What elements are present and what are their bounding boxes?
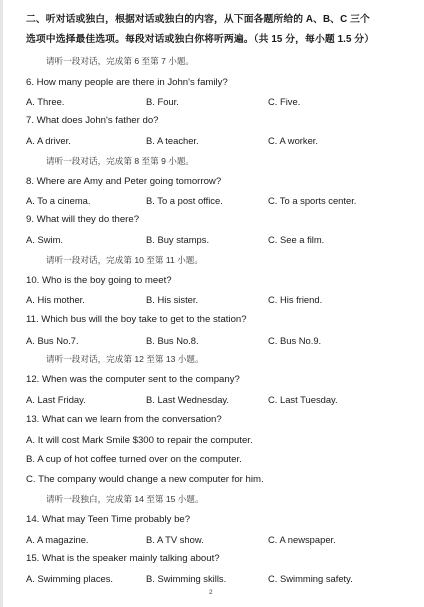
question-7: 7. What does John's father do? [26, 115, 159, 126]
option-8-a[interactable]: A. To a cinema. [26, 195, 91, 206]
options-6 [0, 96, 424, 109]
option-13-b[interactable]: B. A cup of hot coffee turned over on the computer. [26, 454, 242, 465]
option-6-c[interactable]: C. Five. [268, 96, 301, 107]
question-14: 14. What may Teen Time probably be? [26, 514, 191, 525]
question-11: 11. Which bus will the boy take to get to the station? [26, 314, 247, 325]
option-11-c[interactable]: C. Bus No.9. [268, 335, 322, 346]
option-14-b[interactable]: B. A TV show. [146, 534, 204, 545]
options-7 [0, 135, 424, 148]
option-11-b[interactable]: B. Bus No.8. [146, 335, 199, 346]
option-9-c[interactable]: C. See a film. [268, 234, 325, 245]
option-7-c[interactable]: C. A worker. [268, 135, 319, 146]
option-12-c[interactable]: C. Last Tuesday. [268, 394, 338, 405]
question-6: 6. How many people are there in John's family? [26, 77, 228, 88]
option-9-a[interactable]: A. Swim. [26, 234, 63, 245]
page-number: 2 [209, 589, 213, 596]
option-14-a[interactable]: A. A magazine. [26, 534, 89, 545]
option-11-a[interactable]: A. Bus No.7. [26, 335, 79, 346]
option-15-b[interactable]: B. Swimming skills. [146, 573, 227, 584]
options-8 [0, 195, 424, 208]
question-9: 9. What will they do there? [26, 214, 140, 225]
option-8-c[interactable]: C. To a sports center. [268, 195, 357, 206]
section-header-line-1: 二、听对话或独白，根据对话或独白的内容，从下面各题所给的 A、B、C 三个 [26, 14, 370, 25]
question-8: 8. Where are Amy and Peter going tomorrow? [26, 176, 222, 187]
option-14-c[interactable]: C. A newspaper. [268, 534, 336, 545]
question-13: 13. What can we learn from the conversation? [26, 414, 222, 425]
option-10-b[interactable]: B. His sister. [146, 294, 199, 305]
instruction-14-15: 请听一段独白，完成第 14 至第 15 小题。 [46, 494, 204, 504]
options-9 [0, 234, 424, 247]
question-10: 10. Who is the boy going to meet? [26, 275, 172, 286]
instruction-8-9: 请听一段对话，完成第 8 至第 9 小题。 [46, 156, 195, 166]
question-15: 15. What is the speaker mainly talking about? [26, 553, 220, 564]
instruction-6-7: 请听一段对话，完成第 6 至第 7 小题。 [46, 56, 195, 66]
instruction-12-13: 请听一段对话，完成第 12 至第 13 小题。 [46, 354, 204, 364]
option-10-a[interactable]: A. His mother. [26, 294, 85, 305]
options-14 [0, 534, 424, 547]
option-12-b[interactable]: B. Last Wednesday. [146, 394, 230, 405]
options-11 [0, 335, 424, 348]
option-6-a[interactable]: A. Three. [26, 96, 65, 107]
option-8-b[interactable]: B. To a post office. [146, 195, 223, 206]
options-12 [0, 394, 424, 407]
section-header-line-2: 选项中选择最佳选项。每段对话或独白你将听两遍。（共 15 分，每小题 1.5 分） [26, 34, 375, 45]
option-9-b[interactable]: B. Buy stamps. [146, 234, 210, 245]
option-7-a[interactable]: A. A driver. [26, 135, 71, 146]
options-15 [0, 573, 424, 586]
option-13-a[interactable]: A. It will cost Mark Smile $300 to repair the computer. [26, 435, 253, 446]
options-10 [0, 294, 424, 307]
option-15-c[interactable]: C. Swimming safety. [268, 573, 353, 584]
option-12-a[interactable]: A. Last Friday. [26, 394, 86, 405]
option-6-b[interactable]: B. Four. [146, 96, 179, 107]
option-15-a[interactable]: A. Swimming places. [26, 573, 114, 584]
option-7-b[interactable]: B. A teacher. [146, 135, 199, 146]
option-10-c[interactable]: C. His friend. [268, 294, 323, 305]
option-13-c[interactable]: C. The company would change a new computer for him. [26, 474, 264, 485]
instruction-10-11: 请听一段对话，完成第 10 至第 11 小题。 [46, 255, 203, 265]
question-12: 12. When was the computer sent to the company? [26, 374, 240, 385]
